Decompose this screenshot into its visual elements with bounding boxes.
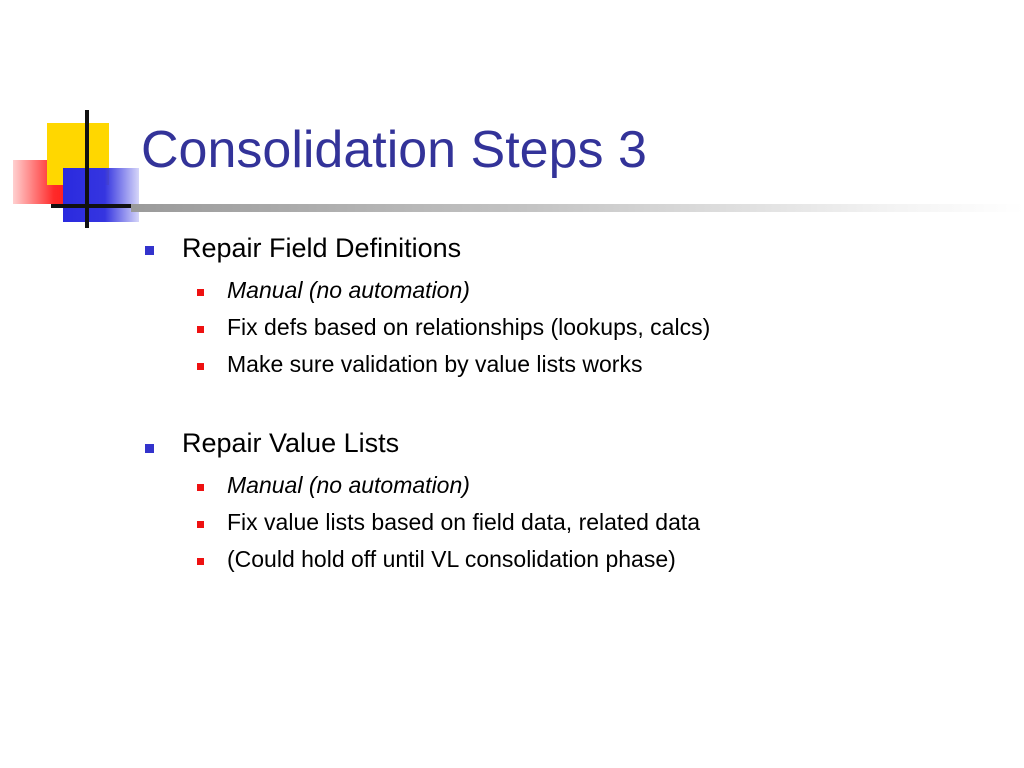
title-underline-rule (131, 204, 1024, 212)
subbullet-make-sure-validation: Make sure validation by value lists works (227, 351, 643, 377)
slide-title: Consolidation Steps 3 (141, 121, 647, 179)
subbullet-fix-defs: Fix defs based on relationships (lookups, calcs) (227, 314, 711, 340)
logo-blue-square (63, 168, 139, 222)
level1-bullet-marker (145, 246, 154, 255)
logo-vertical-line (85, 110, 89, 228)
level2-bullet-marker (197, 558, 204, 565)
subbullet-fix-value-lists: Fix value lists based on field data, related data (227, 509, 701, 535)
bullet-repair-field-definitions: Repair Field Definitions (182, 233, 462, 263)
subbullet-could-hold-off: (Could hold off until VL consolidation phase) (227, 546, 676, 572)
subbullet-manual-no-automation: Manual (no automation) (227, 277, 470, 303)
level2-bullet-marker (197, 521, 204, 528)
level2-bullet-marker (197, 326, 204, 333)
bullet-repair-value-lists: Repair Value Lists (182, 428, 400, 458)
level2-bullet-marker (197, 289, 204, 296)
subbullet-manual-no-automation-2: Manual (no automation) (227, 472, 470, 498)
logo-horizontal-line (51, 204, 131, 208)
level1-bullet-marker (145, 444, 154, 453)
level2-bullet-marker (197, 363, 204, 370)
level2-bullet-marker (197, 484, 204, 491)
